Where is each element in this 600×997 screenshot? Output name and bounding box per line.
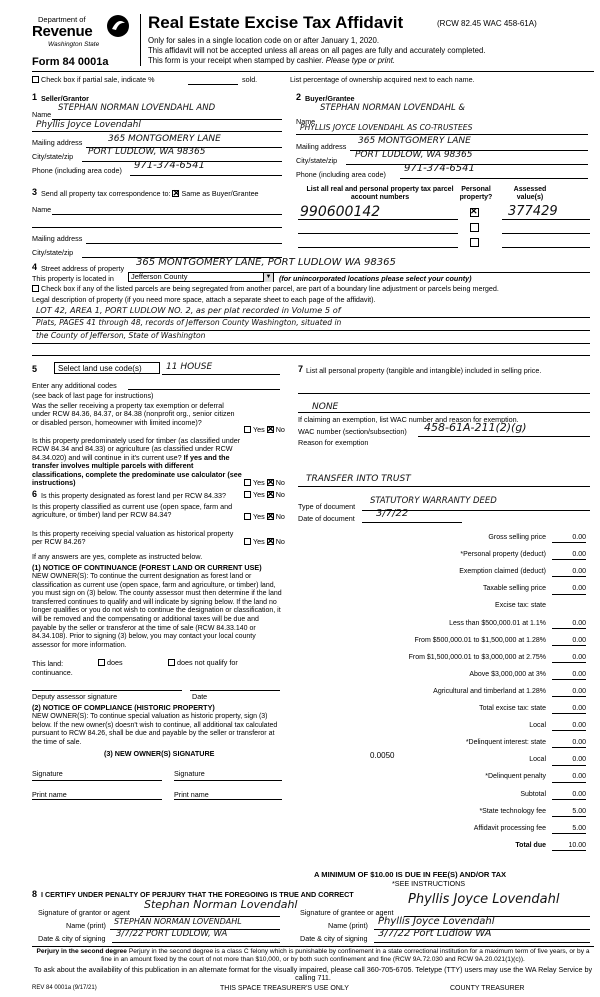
tax-row-label: Exemption claimed (deduct) (459, 568, 546, 576)
personal-property-value[interactable]: NONE (312, 402, 339, 412)
header-line-1: Only for sales in a single location code on or after January 1, 2020. (148, 36, 380, 45)
owner-signature-label-1: Signature (32, 769, 63, 778)
continuance-label: continuance. (32, 668, 73, 677)
seller-name2-line (32, 131, 282, 132)
tax-row-label: *State technology fee (479, 807, 546, 815)
personal-checkbox-1[interactable] (470, 208, 481, 218)
tax-row-label: From $500,000.01 to $1,500,000 at 1.28% (414, 636, 546, 644)
corr-name-line (52, 214, 282, 215)
claim-exemption-label: If claiming an exemption, list WAC number and reason for exemption. (298, 415, 519, 424)
dor-logo-icon (106, 14, 130, 38)
same-as-buyer-checkbox[interactable] (172, 190, 179, 197)
personal-property-line-2 (298, 412, 590, 413)
form-title: Real Estate Excise Tax Affidavit (148, 13, 404, 32)
segregate-checkbox[interactable]: Check box if any of the listed parcels are being segregated from another parcel, are part of a boundary line adjustment or parcels being merged. (32, 285, 499, 293)
minimum-note: A MINIMUM OF $10.00 IS DUE IN FEE(S) AND/OR TAX (314, 870, 507, 879)
partial-sale-line (188, 84, 238, 85)
seller-city[interactable]: PORT LUDLOW, WA 98365 (88, 147, 206, 157)
additional-codes-line (128, 389, 280, 390)
parcel-number[interactable]: 990600142 (300, 204, 381, 220)
reason-label: Reason for exemption (298, 438, 369, 447)
forest-question: Is this property designated as forest land per RCW 84.33? (41, 491, 226, 500)
tax-row-label: Agricultural and timberland at 1.28% (433, 687, 546, 695)
street-address[interactable]: 365 MONTGOMERY LANE, PORT LUDLOW WA 98365 (136, 257, 396, 268)
notice-compliance-text: NEW OWNER(S): To continue special valuation as historic property, sign (3) below. If the new owner(s) doesn't wish to continue, all additional tax calculated pursuant to RCW 84.26, shall be due and payable by the seller or transferor at the time of sale. (32, 713, 278, 746)
buyer-city-label: City/state/zip (296, 156, 338, 165)
header-rule (32, 71, 594, 72)
seller-name-1[interactable]: STEPHAN NORMAN LOVENDAHL AND (58, 103, 216, 113)
section-7-number: 7 (298, 364, 304, 374)
if-yes-note: If any answers are yes, complete as instructed below. (32, 552, 203, 561)
notice-compliance-heading: (2) NOTICE OF COMPLIANCE (HISTORIC PROPERTY) (32, 703, 215, 712)
owner-sig-line-2 (174, 780, 282, 781)
section-4-number: 4 (32, 262, 38, 272)
tax-row-label: *Delinquent penalty (485, 773, 546, 781)
street-label: Street address of property (41, 264, 125, 273)
grantor-name[interactable]: STEPHAN NORMAN LOVENDAHL (114, 917, 242, 926)
form-number: Form 84 0001a (32, 56, 109, 68)
section-1-number: 1 (32, 92, 38, 102)
buyer-heading: Buyer/Grantee (305, 94, 355, 103)
buyer-name-1[interactable]: STEPHAN NORMAN LOVENDAHL & (320, 103, 466, 113)
tax-row-amount[interactable]: 0.00 (552, 568, 586, 577)
owner-print-line-2 (174, 799, 282, 800)
tax-row-label: Gross selling price (488, 534, 546, 541)
personal-header: Personal property? (459, 186, 493, 202)
corr-mail-line (86, 243, 282, 244)
tax-row-label: *Personal property (deduct) (460, 551, 546, 559)
wa-state-label: Washington State (48, 41, 100, 48)
notice-continuance-text: NEW OWNER(S): To continue the current designation as forest land or classification as current use (open space, farm and agriculture, or timber) land, you must sign on (3) below. The county assessor must then determine if the land transferred continues to qualify and will indicate by signing below. If the land no longer qualifies or you do not wish to continue the designation or classification, it will be removed and the compensating or additional taxes will be due and payable by the seller or transferor at the time of sale (RCW 84.33.140 or 84.34.108). Prior to signing (3) below, you may contact your local county assessor for more information. (32, 573, 282, 649)
local-rate: 0.0050 (370, 751, 395, 760)
current-use-question: Is this property classified as current use (open space, farm and agriculture, or timber) land per RCW 84.34? (32, 502, 233, 520)
deputy-date-label: Date (192, 692, 208, 701)
parcel-line-3 (298, 247, 458, 248)
buyer-phone-label: Phone (including area code) (296, 170, 386, 179)
value-line-3 (502, 247, 590, 248)
tax-row-amount[interactable]: 0.00 (552, 722, 586, 731)
deputy-date-line (190, 690, 280, 691)
owner-print-label-2: Print name (174, 790, 209, 799)
assessed-header: Assessed value(s) (513, 186, 547, 202)
corr-heading: Send all property tax correspondence to: ✕ Same as Buyer/Grantee (41, 190, 259, 198)
does-not-checkbox[interactable]: does not qualify for (168, 659, 238, 667)
tax-row-label: Excise tax: state (495, 602, 546, 610)
buyer-phone-line (400, 178, 588, 179)
tax-row-label: *Delinquent interest: state (465, 739, 546, 747)
does-checkbox[interactable]: does (98, 659, 123, 667)
assessed-value[interactable]: 377429 (508, 204, 558, 219)
tax-row-amount[interactable]: 0.00 (552, 671, 586, 680)
form-rcw: (RCW 82.45 WAC 458-61A) (437, 19, 537, 28)
doc-type[interactable]: STATUTORY WARRANTY DEED (370, 496, 497, 506)
land-use-select[interactable]: Select land use code(s) (54, 362, 160, 374)
tax-row-amount[interactable]: 5.00 (552, 825, 586, 834)
legal-label: Legal description of property (if you need more space, attach a separate sheet to each page of the affidavit). (32, 295, 376, 304)
section-8-number: 8 (32, 889, 38, 899)
treasurer-use-label: THIS SPACE TREASURER'S USE ONLY (220, 985, 349, 992)
additional-codes-label: Enter any additional codes (32, 381, 117, 390)
sold-label: sold. (242, 75, 258, 84)
perjury-note: Perjury in the second degree Perjury in the second degree is a class C felony which is punishable by confinement in a state correctional institution for a maximum term of five years, or by a fine in an amount fixed by the court of not more than $10,000, or by both such confinement and fine (RCW 9A.72.030 and RCW 9A.20.021(1)(c)). (36, 948, 590, 963)
ownership-note: List percentage of ownership acquired next to each name. (290, 75, 475, 84)
personal-checkbox-2[interactable] (470, 223, 481, 233)
grantor-date[interactable]: 3/7/22 PORT LUDLOW, WA (116, 929, 228, 939)
reason-value[interactable]: TRANSFER INTO TRUST (306, 474, 411, 484)
tax-row-amount[interactable]: 10.00 (552, 842, 586, 851)
timber-yes-no[interactable]: Yes ✕ No (244, 479, 285, 487)
grantee-signature[interactable]: Phyllis Joyce Lovendahl (408, 892, 560, 907)
personal-checkbox-3[interactable] (470, 238, 481, 248)
owner-sig-line-1 (32, 780, 162, 781)
current-use-yes-no[interactable]: Yes ✕ No (244, 513, 285, 521)
tax-row-amount[interactable]: 0.00 (552, 620, 586, 629)
buyer-name-line (296, 134, 588, 135)
seller-mail-label: Mailing address (32, 138, 83, 147)
tax-row-amount[interactable]: 0.00 (552, 705, 586, 714)
tax-row-label: From $1,500,000.01 to $3,000,000 at 2.75% (408, 653, 546, 661)
parcel-header: List all real and personal property tax parcel account numbers (306, 186, 454, 202)
exemption-question: Was the seller receiving a property tax exemption or deferral under RCW 84.36, 84.37, or 84.38 (nonprofit org., senior citizen or disabled person, homeowner with limited income)? (32, 401, 235, 427)
seller-phone-label: Phone (including area code) (32, 166, 122, 175)
land-use-code[interactable]: 11 HOUSE (166, 362, 213, 372)
tax-row-amount[interactable]: 0.00 (552, 739, 586, 748)
wac-label: WAC number (section/subsection) (298, 427, 407, 436)
seller-name-label: Name (32, 110, 52, 119)
tax-row-amount[interactable]: 5.00 (552, 808, 586, 817)
county-treasurer-label: COUNTY TREASURER (450, 985, 525, 992)
doc-date-line (362, 522, 462, 523)
legal-rule-4 (32, 355, 590, 356)
tax-row-label: Above $3,000,000 at 3% (469, 670, 546, 678)
parcel-line-2 (298, 233, 458, 234)
header-line-2: This affidavit will not be accepted unless all areas on all pages are fully and accurately completed. (148, 46, 486, 55)
seller-heading: Seller/Grantor (41, 94, 89, 103)
buyer-mail[interactable]: 365 MONTGOMERY LANE (358, 136, 471, 146)
tax-row-amount[interactable]: 0.00 (552, 756, 586, 765)
tax-row-amount[interactable]: 0.00 (552, 637, 586, 646)
header-divider (140, 14, 141, 66)
grantor-name-label: Name (print) (66, 921, 106, 930)
grantee-date-label: Date & city of signing (300, 934, 368, 943)
legal-line-2[interactable]: Plats, PAGES 41 through 48, records of Jefferson County Washington, situated in (36, 318, 342, 327)
buyer-phone[interactable]: 971-374-6541 (404, 163, 475, 174)
partial-sale-checkbox[interactable]: Check box if partial sale, indicate % (32, 76, 154, 84)
historic-yes-no[interactable]: Yes ✕ No (244, 538, 285, 546)
deputy-label: Deputy assessor signature (32, 692, 118, 701)
tax-row-label: Local (529, 756, 546, 764)
personal-property-line-1 (298, 393, 590, 394)
tax-row-amount[interactable]: 0.00 (552, 791, 586, 800)
new-owner-heading: (3) NEW OWNER(S) SIGNATURE (104, 749, 215, 758)
parcel-line-1 (298, 219, 458, 220)
doc-date-label: Date of document (298, 514, 355, 523)
buyer-name-2[interactable]: PHYLLIS JOYCE LOVENDAHL AS CO-TRUSTEES (300, 123, 473, 132)
revision-label: REV 84 0001a (9/17/21) (32, 985, 97, 991)
county-note: (for unincorporated locations please select your county) (279, 274, 472, 283)
wac-line (418, 436, 590, 437)
seller-phone[interactable]: 971-374-6541 (134, 160, 205, 171)
doc-date[interactable]: 3/7/22 (376, 508, 409, 519)
buyer-mail-label: Mailing address (296, 142, 347, 151)
located-label: This property is located in (32, 274, 114, 283)
see-instructions: *SEE INSTRUCTIONS (392, 879, 466, 888)
legal-rule-3 (32, 343, 590, 344)
grantor-date-label: Date & city of signing (38, 934, 106, 943)
exemption-yes-no[interactable]: Yes ✕ No (244, 426, 285, 434)
tax-row-label: Less than $500,000.01 at 1.1% (449, 619, 546, 627)
section-6-number: 6 (32, 489, 38, 499)
footer-rule (32, 946, 594, 947)
revenue-label: Revenue (32, 23, 93, 40)
reason-line (298, 486, 590, 487)
legal-line-3[interactable]: the County of Jefferson, State of Washington (36, 331, 206, 340)
grantee-name-label: Name (print) (328, 921, 368, 930)
tax-row-amount[interactable]: 0.00 (552, 773, 586, 782)
owner-print-line-1 (32, 799, 162, 800)
seller-phone-line (130, 175, 282, 176)
grantee-sig-label: Signature of grantee or agent (300, 908, 394, 917)
corr-city-label: City/state/zip (32, 248, 74, 257)
dept-label: Department of (38, 15, 86, 24)
header-line-3: This form is your receipt when stamped by cashier. Please type or print. (148, 56, 396, 65)
tax-row-amount[interactable]: 0.00 (552, 585, 586, 594)
deputy-sign-line (32, 690, 182, 691)
tax-row-label: Affidavit processing fee (473, 824, 546, 832)
tax-row-amount[interactable]: 0.00 (552, 688, 586, 697)
tax-row-amount[interactable]: 0.00 (552, 654, 586, 663)
chevron-down-icon: ▼ (263, 273, 273, 282)
seller-mail[interactable]: 365 MONTGOMERY LANE (108, 134, 221, 144)
land-use-line (162, 374, 280, 375)
section-5-number: 5 (32, 364, 38, 374)
value-line-1 (502, 219, 590, 220)
alternate-format-note: To ask about the availability of this publication in an alternate format for the visually impaired, please call 360-705-6705. Teletype (TTY) users may use the WA Relay Service by calling 711. (33, 965, 593, 982)
owner-signature-label-2: Signature (174, 769, 205, 778)
notice-continuance-heading: (1) NOTICE OF CONTINUANCE (FOREST LAND OR CURRENT USE) (32, 563, 262, 572)
buyer-city[interactable]: PORT LUDLOW, WA 98365 (355, 150, 473, 160)
tax-row-label: Total excise tax: state (479, 705, 546, 712)
section-3-number: 3 (32, 187, 38, 197)
tax-row-label: Taxable selling price (482, 585, 546, 593)
wac-number[interactable]: 458-61A-211(2)(g) (424, 421, 527, 434)
section-2-number: 2 (296, 92, 302, 102)
timber-question: Is this property predominately used for timber (as classified under RCW 84.34 and 84.33) or agriculture (as classified under RCW 84.34.020) and will continue in it's current use? If yes and the transfer involves multiple parcels with different classifications, complete the predominate use calculator (see instructions) (32, 436, 242, 488)
certify-heading: I CERTIFY UNDER PENALTY OF PERJURY THAT THE FOREGOING IS TRUE AND CORRECT (41, 890, 354, 899)
buyer-name-label: Name (296, 117, 316, 126)
corr-name2-line (32, 227, 282, 228)
county-value: Jefferson County (131, 272, 188, 281)
this-land-label: This land: (32, 659, 64, 668)
value-line-2 (502, 233, 590, 234)
seller-city-label: City/state/zip (32, 152, 74, 161)
owner-print-label-1: Print name (32, 790, 67, 799)
tax-row-amount[interactable]: 0.00 (552, 551, 586, 560)
corr-mail-label: Mailing address (32, 234, 83, 243)
grantee-name[interactable]: Phyllis Joyce Lovendahl (378, 916, 495, 927)
doc-type-label: Type of document (298, 502, 356, 511)
grantor-date-line (112, 942, 280, 943)
dor-logo (32, 14, 128, 54)
see-back-label: (see back of last page for instructions) (32, 391, 154, 400)
tax-row-label: Subtotal (520, 790, 546, 798)
grantor-sig-label: Signature of grantor or agent (38, 908, 130, 917)
personal-property-label: List all personal property (tangible and intangible) included in selling price. (306, 366, 542, 375)
tax-row-label: Total due (515, 841, 546, 849)
historic-question: Is this property receiving special valuation as historical property per RCW 84.26? (32, 529, 234, 547)
forest-yes-no[interactable]: Yes ✕ No (244, 491, 285, 499)
grantor-signature[interactable]: Stephan Norman Lovendahl (144, 898, 298, 911)
grantee-date-line (374, 942, 590, 943)
tax-row-label: Local (529, 722, 546, 730)
grantee-date[interactable]: 3/7/22 Port Ludlow WA (378, 928, 492, 939)
county-select[interactable] (128, 272, 274, 282)
tax-row-amount[interactable]: 0.00 (552, 534, 586, 543)
legal-line-1[interactable]: LOT 42, AREA 1, PORT LUDLOW NO. 2, as per plat recorded in Volume 5 of (36, 305, 341, 315)
seller-name-2[interactable]: Phyllis Joyce Lovendahl (36, 120, 141, 130)
corr-name-label: Name (32, 205, 52, 214)
